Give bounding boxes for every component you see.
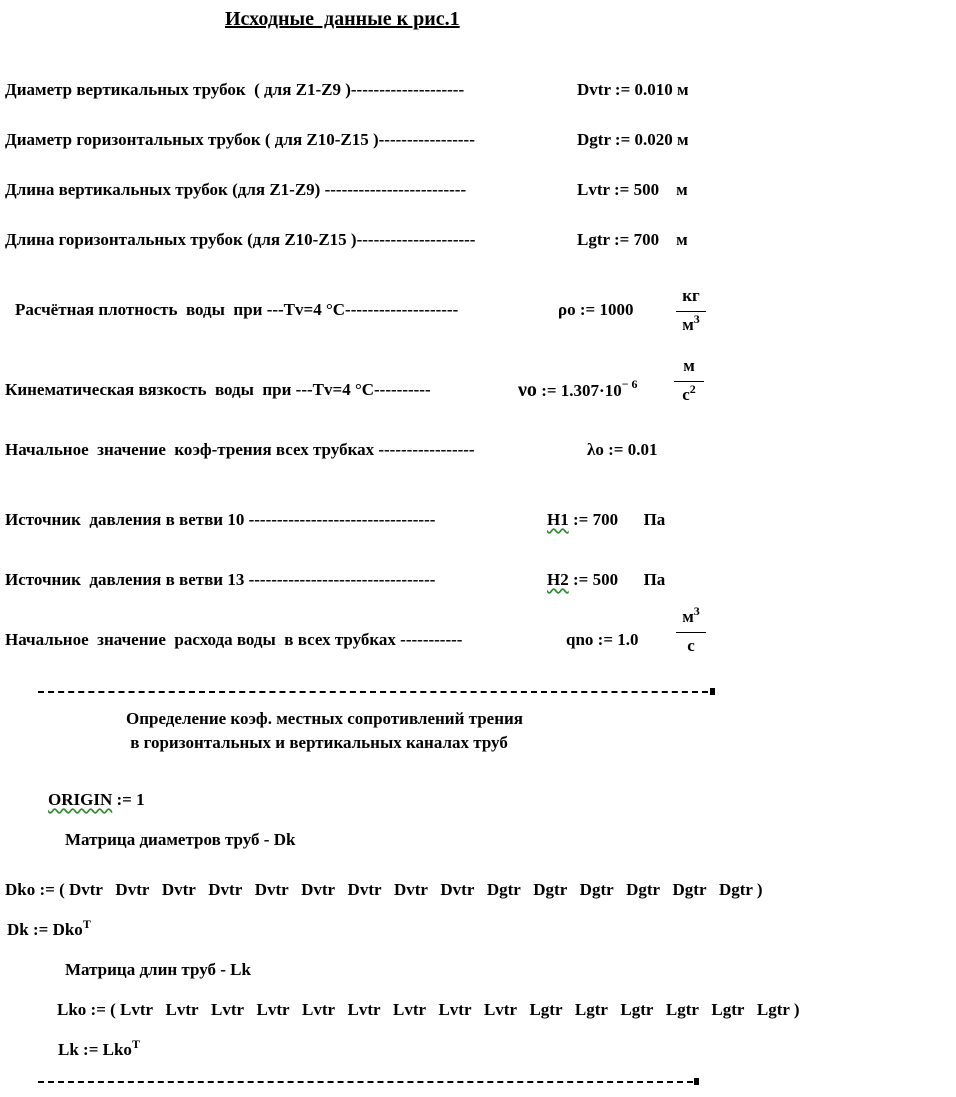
lvtr-label: Длина вертикальных трубок (для Z1-Z9) -------------------------	[5, 180, 467, 199]
nu-expression[interactable]	[518, 377, 638, 401]
dgtr-expression[interactable]: Dgtr := 0.020 м	[577, 130, 689, 149]
origin-expression[interactable]	[48, 790, 145, 810]
nu-unit-exponent: 2	[689, 382, 696, 396]
qno-unit-exponent: 3	[693, 604, 700, 618]
transpose-superscript: T	[82, 917, 91, 931]
rho-expression[interactable]: ρo := 1000	[558, 300, 634, 319]
region-end-marker[interactable]	[694, 1078, 699, 1085]
h1-expression[interactable]	[547, 510, 665, 530]
rho-unit-numerator: кг	[682, 286, 700, 305]
section-heading-line2: в горизонтальных и вертикальных каналах труб	[126, 733, 508, 752]
dko-row-vector[interactable]: Dko := ( Dvtr Dvtr Dvtr Dvtr Dvtr Dvtr Dvtr Dvtr Dvtr Dgtr Dgtr Dgtr Dgtr Dgtr Dgtr )	[5, 880, 763, 899]
nu-unit	[674, 357, 704, 404]
qno-unit-numerator: м	[682, 607, 694, 626]
h1-label: Источник давления в ветви 10 ---------------------------------	[5, 510, 436, 529]
qno-unit	[676, 604, 706, 655]
nu-unit-denominator: c	[682, 385, 690, 404]
transpose-superscript: T	[131, 1037, 140, 1051]
nu-value: := 1.307·10	[541, 381, 622, 400]
fraction-bar	[674, 381, 704, 382]
qno-unit-denominator: c	[687, 636, 695, 655]
h2-label: Источник давления в ветви 13 ---------------------------------	[5, 570, 436, 589]
qno-label: Начальное значение расхода воды в всех трубках -----------	[5, 630, 463, 649]
rho-unit-exponent: 3	[693, 312, 700, 326]
lambda-expression[interactable]: λo := 0.01	[587, 440, 658, 459]
origin-value: := 1	[116, 790, 145, 809]
section-heading-line1: Определение коэф. местных сопротивлений трения	[126, 709, 523, 728]
origin-name: ORIGIN	[48, 790, 113, 809]
lgtr-label: Длина горизонтальных трубок (для Z10-Z15 )---------------------	[5, 230, 476, 249]
h2-name: H2	[547, 570, 569, 589]
page-title: Исходные данные к рис.1	[225, 8, 460, 30]
lk-heading: Матрица длин труб - Lk	[65, 960, 251, 979]
fraction-bar	[676, 632, 706, 633]
h2-value: := 500 Па	[572, 570, 666, 589]
lk-transpose: Lk := Lko	[58, 1040, 132, 1059]
h1-value: := 700 Па	[572, 510, 666, 529]
lk-transpose-expression[interactable]	[58, 1037, 140, 1060]
h1-name: H1	[547, 510, 569, 529]
dvtr-expression[interactable]: Dvtr := 0.010 м	[577, 80, 689, 99]
nu-exponent: − 6	[621, 377, 638, 391]
dk-transpose: Dk := Dko	[7, 920, 83, 939]
region-separator	[38, 691, 708, 693]
lvtr-expression[interactable]: Lvtr := 500 м	[577, 180, 688, 199]
region-separator	[38, 1081, 693, 1083]
dvtr-label: Диаметр вертикальных трубок ( для Z1-Z9 )--------------------	[5, 80, 465, 99]
lgtr-expression[interactable]: Lgtr := 700 м	[577, 230, 688, 249]
dk-transpose-expression[interactable]	[7, 917, 91, 940]
region-end-marker[interactable]	[710, 688, 715, 695]
h2-expression[interactable]	[547, 570, 665, 590]
dgtr-label: Диаметр горизонтальных трубок ( для Z10-Z15 )-----------------	[5, 130, 475, 149]
dk-heading: Матрица диаметров труб - Dk	[65, 830, 296, 849]
qno-expression[interactable]: qno := 1.0	[566, 630, 639, 649]
rho-unit-denominator: м	[682, 315, 694, 334]
lambda-label: Начальное значение коэф-трения всех трубках -----------------	[5, 440, 475, 459]
nu-label: Кинематическая вязкость воды при ---Tv=4 °C----------	[5, 380, 431, 399]
rho-label: Расчётная плотность воды при ---Tv=4 °C--------------------	[15, 300, 459, 319]
rho-unit	[676, 287, 706, 334]
nu-unit-numerator: м	[683, 356, 695, 375]
fraction-bar	[676, 311, 706, 312]
nu-symbol: νo	[518, 379, 537, 401]
lko-row-vector[interactable]: Lko := ( Lvtr Lvtr Lvtr Lvtr Lvtr Lvtr Lvtr Lvtr Lvtr Lgtr Lgtr Lgtr Lgtr Lgtr Lgtr )	[57, 1000, 800, 1019]
